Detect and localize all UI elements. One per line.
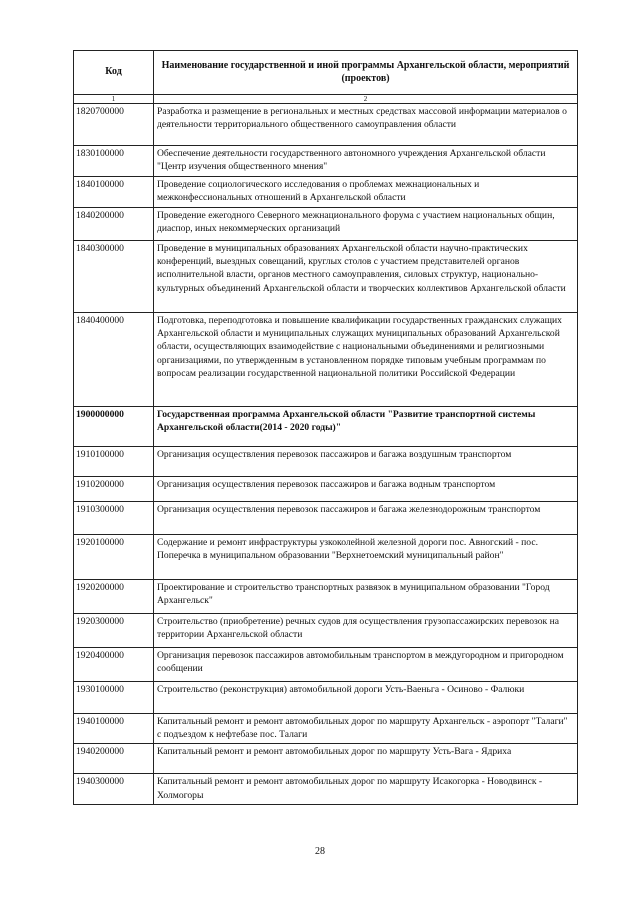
row-name: Проведение социологического исследования о проблемах межнациональных и межконфессиональных отношений в Архангельской области bbox=[154, 176, 578, 207]
column-number-2: 2 bbox=[154, 95, 578, 104]
table-row bbox=[74, 681, 578, 713]
row-name: Строительство (приобретение) речных судов для осуществления грузопассажирских перевозок на территории Архангельской области bbox=[154, 613, 578, 647]
table-row bbox=[74, 534, 578, 579]
table-row bbox=[74, 613, 578, 647]
column-number-row bbox=[74, 95, 578, 104]
row-name: Содержание и ремонт инфраструктуры узкоколейной железной дороги пос. Авногский - пос. Поперечка в муниципальном образовании "Верхнетоемский муниципальный район" bbox=[154, 534, 578, 579]
row-name: Организация осуществления перевозок пассажиров и багажа воздушным транспортом bbox=[154, 446, 578, 476]
row-name: Государственная программа Архангельской области "Развитие транспортной системы Архангельской области(2014 - 2020 годы)" bbox=[154, 406, 578, 446]
row-code: 1920300000 bbox=[74, 613, 154, 647]
table-row bbox=[74, 744, 578, 774]
row-name: Проведение ежегодного Северного межнационального форума с участием национальных общин, диаспор, иных некоммерческих организаций bbox=[154, 207, 578, 240]
row-code: 1840200000 bbox=[74, 207, 154, 240]
table-row bbox=[74, 104, 578, 146]
table-row bbox=[74, 146, 578, 177]
row-code: 1910300000 bbox=[74, 501, 154, 534]
row-name: Капитальный ремонт и ремонт автомобильных дорог по маршруту Исакогорка - Новодвинск - Холмогоры bbox=[154, 774, 578, 805]
header-code: Код bbox=[74, 51, 154, 95]
table-row bbox=[74, 579, 578, 613]
row-code: 1820700000 bbox=[74, 104, 154, 146]
row-code: 1920400000 bbox=[74, 647, 154, 681]
column-number-1: 1 bbox=[74, 95, 154, 104]
row-name: Подготовка, переподготовка и повышение квалификации государственных гражданских служащих Архангельской области и муниципальных служащих муниципальных образований Архангельской области, осуществляющих взаимодействие с национальными объединениями и религиозными организациями, по утвержденным в установленном порядке типовым учебным программам по вопросам реализации государственной национальной политики Российской Федерации bbox=[154, 312, 578, 406]
page-number: 28 bbox=[315, 846, 325, 857]
row-name: Разработка и размещение в региональных и местных средствах массовой информации материалов о деятельности территориального общественного самоуправления области bbox=[154, 104, 578, 146]
row-code: 1900000000 bbox=[74, 406, 154, 446]
row-name: Проектирование и строительство транспортных развязок в муниципальном образовании "Город Архангельск" bbox=[154, 579, 578, 613]
row-code: 1920100000 bbox=[74, 534, 154, 579]
row-code: 1930100000 bbox=[74, 681, 154, 713]
row-code: 1940300000 bbox=[74, 774, 154, 805]
row-code: 1940100000 bbox=[74, 713, 154, 744]
table-row bbox=[74, 240, 578, 312]
table-row bbox=[74, 406, 578, 446]
table-row bbox=[74, 501, 578, 534]
row-name: Организация осуществления перевозок пассажиров и багажа водным транспортом bbox=[154, 476, 578, 501]
row-name: Организация перевозок пассажиров автомобильным транспортом в междугородном и пригородном сообщении bbox=[154, 647, 578, 681]
table-row bbox=[74, 476, 578, 501]
row-code: 1940200000 bbox=[74, 744, 154, 774]
table-body bbox=[74, 104, 578, 805]
row-code: 1910100000 bbox=[74, 446, 154, 476]
row-code: 1840300000 bbox=[74, 240, 154, 312]
row-name: Проведение в муниципальных образованиях Архангельской области научно-практических конференций, выездных совещаний, круглых столов с участием представителей органов исполнительной власти, органов местного самоуправления, силовых структур, национально-культурных объединений Архангельской области и творческих коллективов Архангельской области bbox=[154, 240, 578, 312]
table-row bbox=[74, 713, 578, 744]
table-row bbox=[74, 176, 578, 207]
row-code: 1840400000 bbox=[74, 312, 154, 406]
row-code: 1920200000 bbox=[74, 579, 154, 613]
header-name: Наименование государственной и иной программы Архангельской области, мероприятий (проектов) bbox=[154, 51, 578, 95]
table-row bbox=[74, 312, 578, 406]
row-code: 1910200000 bbox=[74, 476, 154, 501]
row-name: Строительство (реконструкция) автомобильной дороги Усть-Ваеньга - Осиново - Фалюки bbox=[154, 681, 578, 713]
programs-table bbox=[73, 50, 578, 805]
row-name: Обеспечение деятельности государственного автономного учреждения Архангельской области "Центр изучения общественного мнения" bbox=[154, 146, 578, 177]
table-header-row bbox=[74, 51, 578, 95]
row-code: 1830100000 bbox=[74, 146, 154, 177]
row-code: 1840100000 bbox=[74, 176, 154, 207]
table-row bbox=[74, 774, 578, 805]
row-name: Организация осуществления перевозок пассажиров и багажа железнодорожным транспортом bbox=[154, 501, 578, 534]
table-row bbox=[74, 647, 578, 681]
row-name: Капитальный ремонт и ремонт автомобильных дорог по маршруту Усть-Вага - Ядриха bbox=[154, 744, 578, 774]
table-row bbox=[74, 446, 578, 476]
row-name: Капитальный ремонт и ремонт автомобильных дорог по маршруту Архангельск - аэропорт "Талаги" с подъездом к нефтебазе пос. Талаги bbox=[154, 713, 578, 744]
table-row bbox=[74, 207, 578, 240]
